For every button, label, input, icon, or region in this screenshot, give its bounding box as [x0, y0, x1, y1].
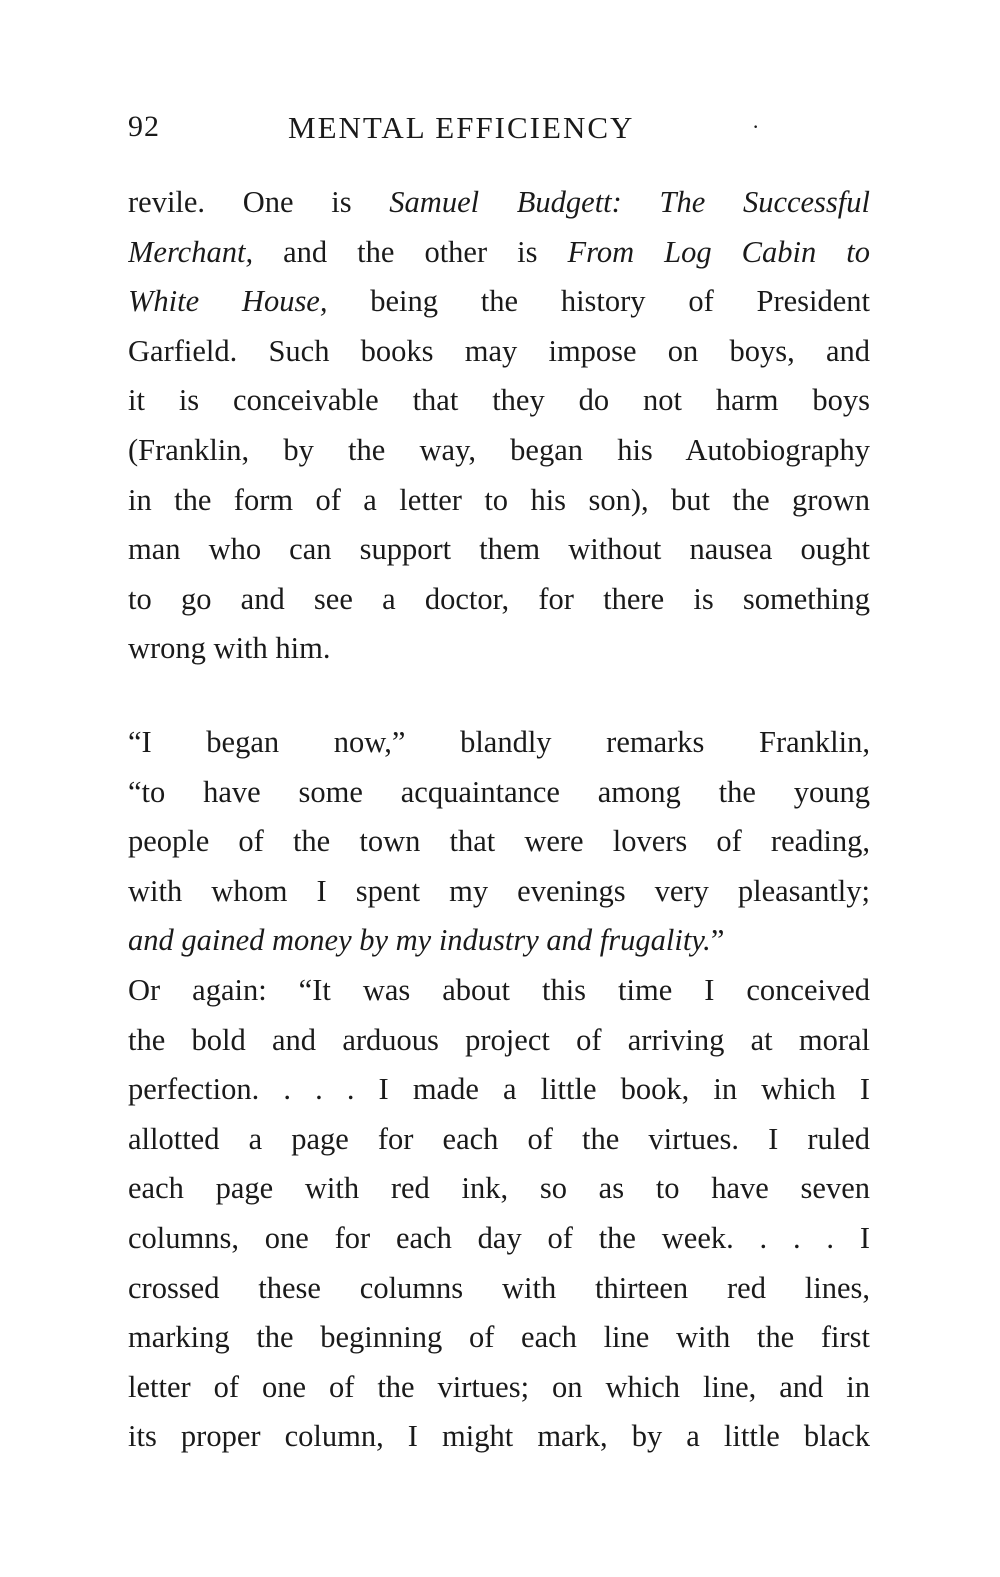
text-line: people of the town that were lovers of reading, [128, 824, 870, 859]
closing-quote: ” [710, 923, 725, 958]
text-run: and the other is [253, 234, 568, 269]
text-line: perfection. . . . I made a little book, in which I [128, 1072, 870, 1107]
text-line: (Franklin, by the way, began his Autobiography [128, 432, 870, 467]
text-line [128, 228, 870, 278]
italic-quote: and gained money by my industry and frugality. [128, 923, 711, 958]
text-line: each page with red ink, so as to have seven [128, 1171, 870, 1206]
text-line: it is conceivable that they do not harm boys [128, 383, 870, 418]
paragraph-1 [128, 178, 870, 674]
text-run: being the history of President [327, 284, 870, 319]
text-line: letter of one of the virtues; on which line, and in [128, 1369, 870, 1404]
book-title-italic: Samuel Budgett: The Successful [389, 185, 870, 219]
text-line [128, 178, 870, 228]
text-line: crossed these columns with thirteen red lines, [128, 1270, 870, 1305]
text-line: marking the beginning of each line with the first [128, 1320, 870, 1355]
book-title-italic: From Log Cabin to [567, 234, 870, 269]
text-line: “to have some acquaintance among the young [128, 774, 870, 809]
text-line: its proper column, I might mark, by a little black [128, 1419, 870, 1454]
text-line: with whom I spent my evenings very pleasantly; [128, 873, 870, 908]
text-line: wrong with him. [128, 631, 331, 666]
text-run: revile. One is [128, 185, 390, 219]
text-line: in the form of a letter to his son), but the grown [128, 482, 870, 517]
running-head-mark: · [752, 114, 760, 139]
running-head [128, 110, 888, 160]
text-line: “I began now,” blandly remarks Franklin, [128, 725, 870, 759]
paragraph-2 [128, 718, 870, 1462]
text-line: Garfield. Such books may impose on boys, and [128, 333, 870, 368]
text-line: to go and see a doctor, for there is something [128, 581, 870, 616]
text-line: Or again: “It was about this time I conceived [128, 972, 870, 1007]
text-line: man who can support them without nausea ought [128, 532, 870, 567]
page-number: 92 [128, 110, 160, 143]
text-line: allotted a page for each of the virtues. I ruled [128, 1121, 870, 1156]
text-line [128, 916, 870, 966]
book-title-italic: White House, [128, 284, 328, 319]
text-line: the bold and arduous project of arriving at moral [128, 1022, 870, 1057]
text-line [128, 277, 870, 327]
running-title: MENTAL EFFICIENCY [288, 110, 635, 145]
book-title-italic: Merchant, [128, 234, 254, 269]
text-line: columns, one for each day of the week. . . . I [128, 1220, 870, 1255]
